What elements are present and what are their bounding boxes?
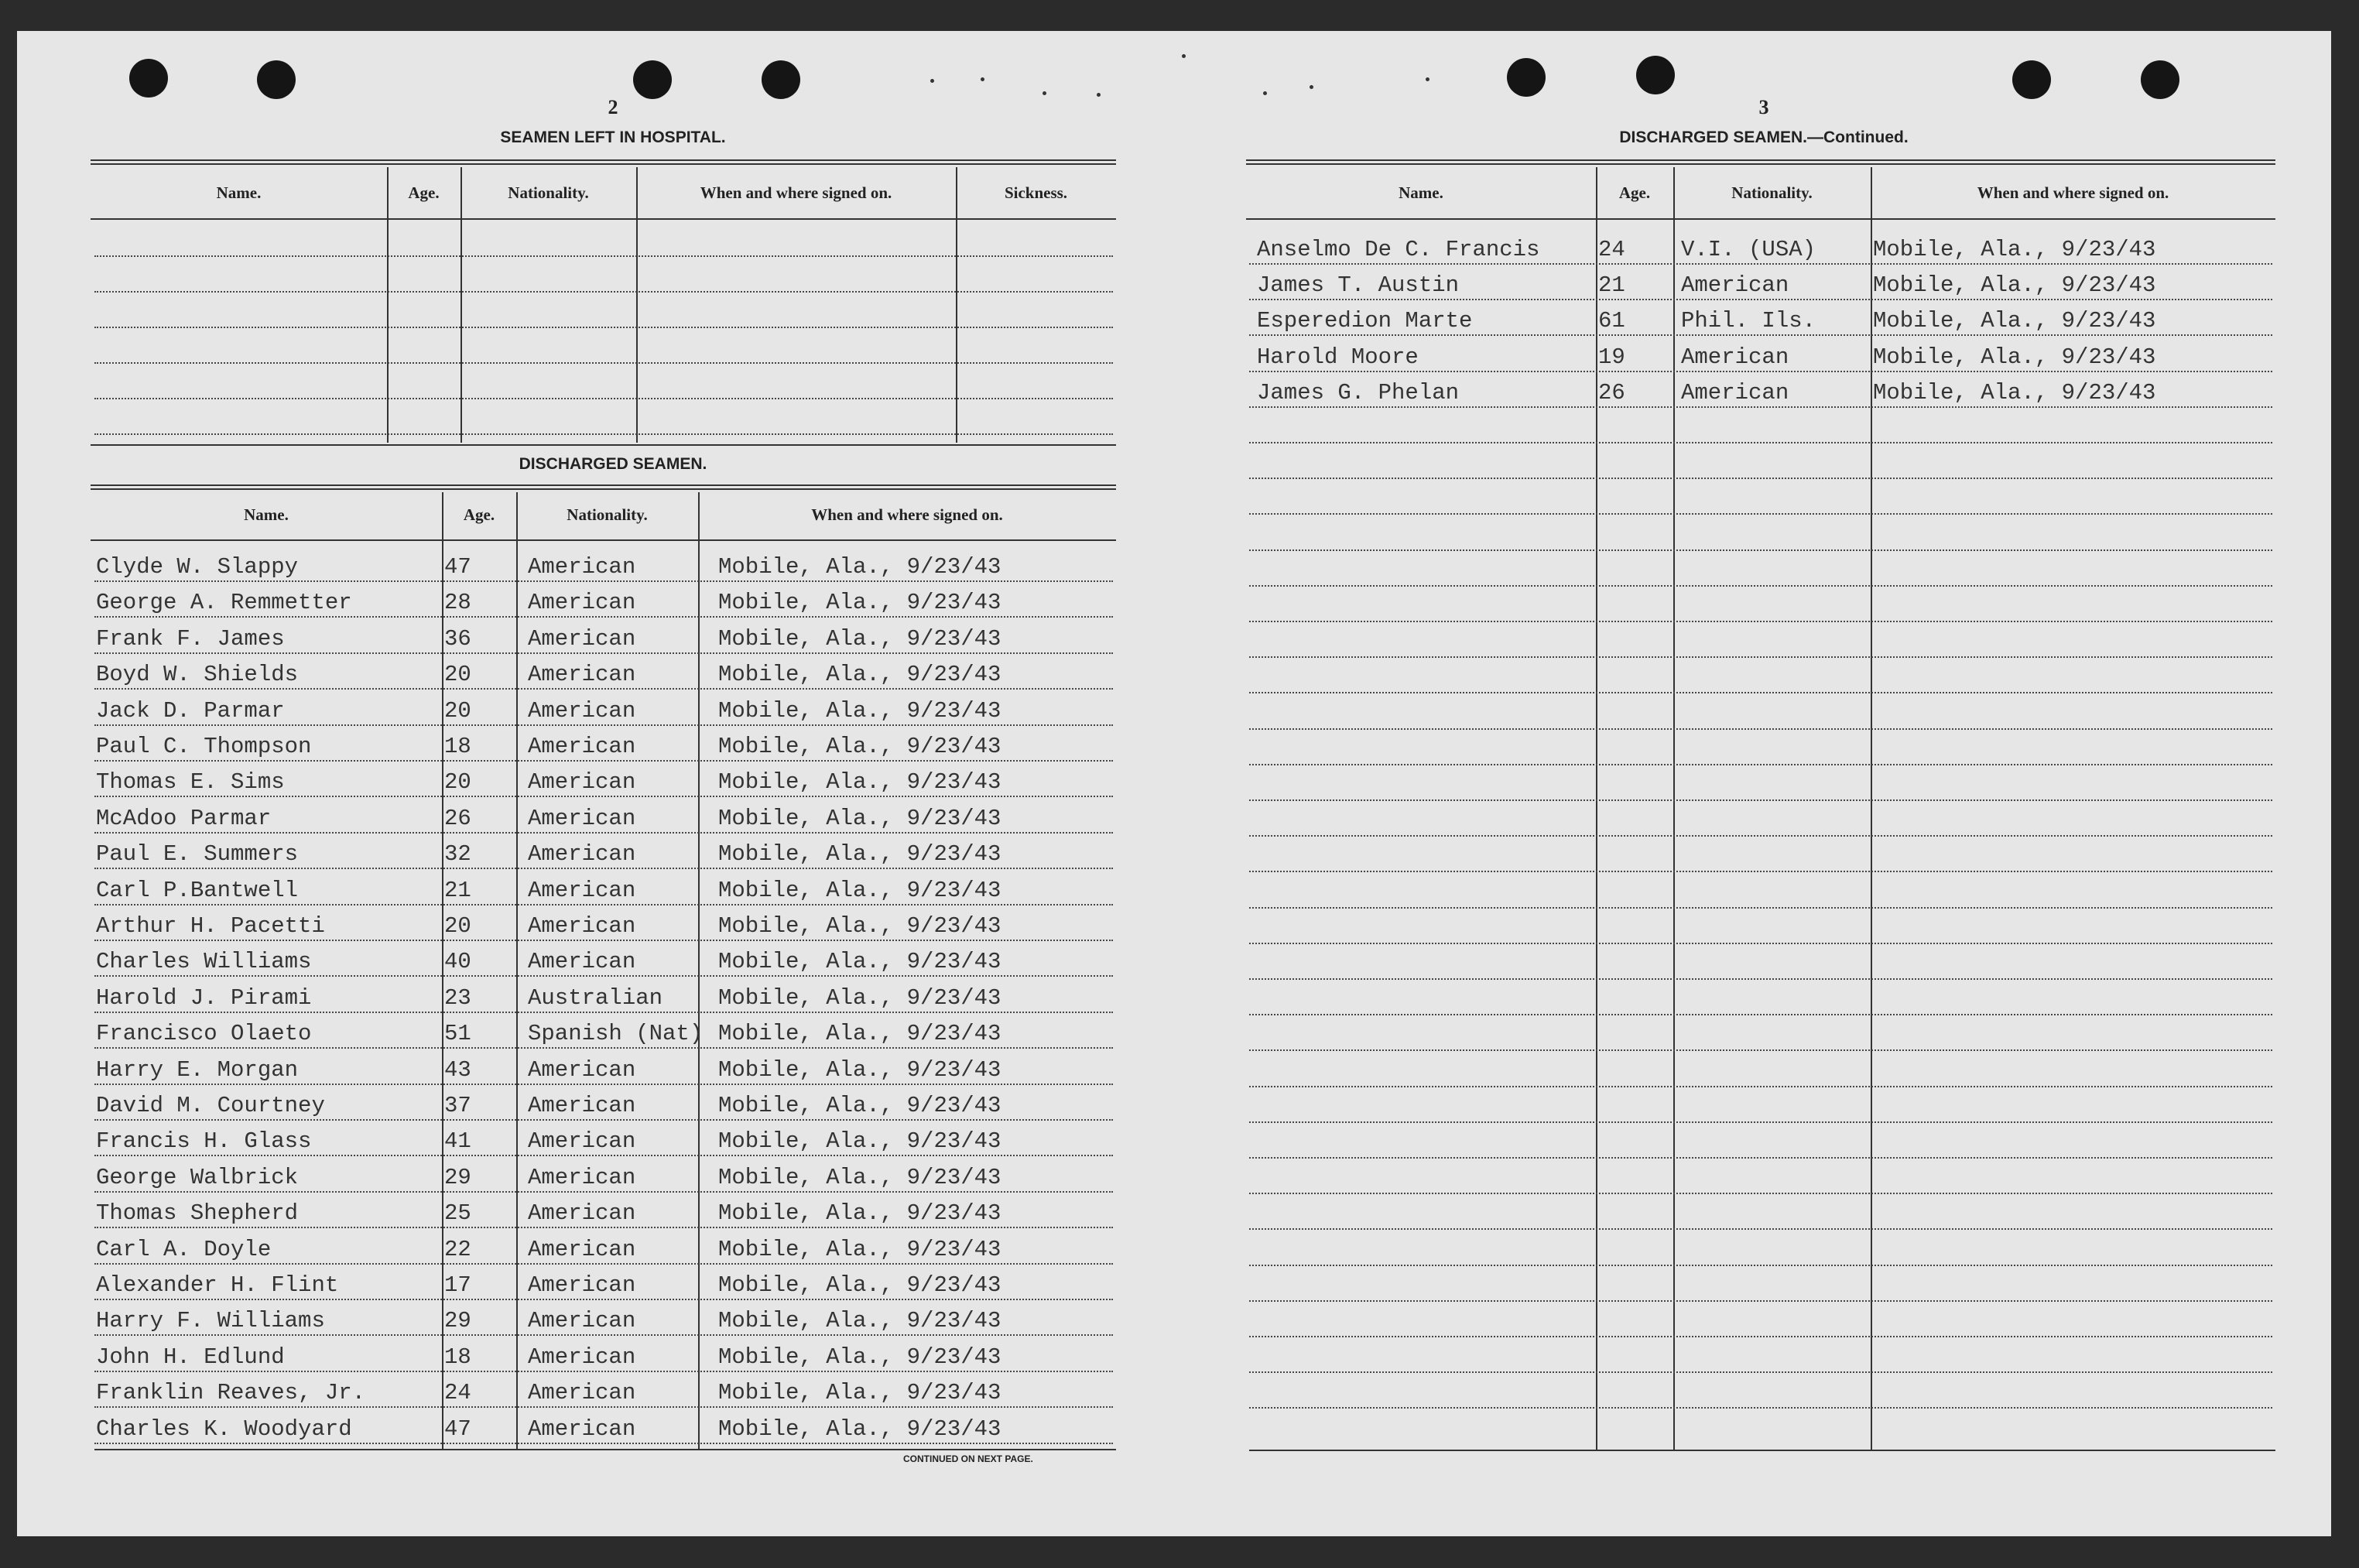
column-header-nationality: Nationality. — [508, 183, 589, 202]
seaman-age: 26 — [1598, 380, 1625, 406]
entry-line — [94, 832, 1113, 834]
entry-line — [1249, 621, 2272, 622]
seaman-age: 51 — [444, 1021, 471, 1046]
signed-on-place-date: Mobile, Ala., 9/23/43 — [718, 554, 1001, 580]
entry-line — [1249, 871, 2272, 872]
seaman-age: 26 — [444, 806, 471, 831]
seaman-nationality: American — [528, 769, 636, 795]
seaman-name: Paul C. Thompson — [96, 734, 312, 759]
column-header-whenandwheresignedon: When and where signed on. — [700, 183, 892, 202]
seaman-nationality: American — [528, 913, 636, 939]
seaman-age: 22 — [444, 1237, 471, 1262]
blank-entry-line — [94, 433, 1113, 435]
seaman-name: David M. Courtney — [96, 1093, 325, 1118]
entry-line — [94, 724, 1113, 726]
seaman-nationality: American — [528, 1380, 636, 1405]
seaman-nationality: Phil. Ils. — [1681, 308, 1816, 334]
entry-line — [94, 1227, 1113, 1228]
seaman-nationality: Spanish (Nat) — [528, 1021, 704, 1046]
seaman-age: 20 — [444, 698, 471, 724]
double-rule — [1246, 159, 2275, 165]
seaman-age: 37 — [444, 1093, 471, 1118]
seaman-age: 20 — [444, 769, 471, 795]
seaman-name: Frank F. James — [96, 626, 285, 652]
entry-line — [94, 1047, 1113, 1049]
signed-on-place-date: Mobile, Ala., 9/23/43 — [718, 1416, 1001, 1442]
entry-line — [94, 1084, 1113, 1085]
signed-on-place-date: Mobile, Ala., 9/23/43 — [718, 841, 1001, 867]
seaman-nationality: American — [528, 1093, 636, 1118]
entry-line — [94, 975, 1113, 977]
seaman-name: Boyd W. Shields — [96, 662, 299, 687]
speck — [981, 77, 984, 81]
blank-entry-line — [94, 327, 1113, 328]
signed-on-place-date: Mobile, Ala., 9/23/43 — [718, 662, 1001, 687]
entry-line — [94, 688, 1113, 690]
seaman-age: 21 — [444, 878, 471, 903]
speck — [1310, 85, 1313, 89]
punch-hole — [257, 60, 296, 99]
punch-hole — [633, 60, 672, 99]
seaman-age: 29 — [444, 1165, 471, 1190]
entry-line — [1249, 1157, 2272, 1159]
entry-line — [94, 1155, 1113, 1156]
signed-on-place-date: Mobile, Ala., 9/23/43 — [718, 590, 1001, 615]
entry-line — [94, 1371, 1113, 1372]
signed-on-place-date: Mobile, Ala., 9/23/43 — [718, 1380, 1001, 1405]
seaman-nationality: American — [528, 1200, 636, 1226]
signed-on-place-date: Mobile, Ala., 9/23/43 — [718, 769, 1001, 795]
seaman-age: 47 — [444, 1416, 471, 1442]
signed-on-place-date: Mobile, Ala., 9/23/43 — [1873, 308, 2156, 334]
entry-line — [1249, 1336, 2272, 1337]
signed-on-place-date: Mobile, Ala., 9/23/43 — [718, 1057, 1001, 1083]
seaman-age: 24 — [444, 1380, 471, 1405]
column-header-sickness: Sickness. — [1004, 183, 1068, 202]
signed-on-place-date: Mobile, Ala., 9/23/43 — [1873, 237, 2156, 262]
entry-line — [1249, 1049, 2272, 1051]
signed-on-place-date: Mobile, Ala., 9/23/43 — [718, 949, 1001, 974]
seaman-name: Francis H. Glass — [96, 1128, 312, 1154]
seaman-age: 18 — [444, 734, 471, 759]
signed-on-place-date: Mobile, Ala., 9/23/43 — [718, 1344, 1001, 1370]
seaman-nationality: American — [1681, 272, 1789, 298]
entry-line — [94, 1406, 1113, 1408]
seaman-age: 19 — [1598, 344, 1625, 370]
signed-on-place-date: Mobile, Ala., 9/23/43 — [718, 1093, 1001, 1118]
seaman-nationality: American — [1681, 380, 1789, 406]
entry-line — [94, 940, 1113, 941]
seaman-nationality: American — [528, 1344, 636, 1370]
seaman-nationality: American — [528, 590, 636, 615]
seaman-age: 25 — [444, 1200, 471, 1226]
speck — [1263, 91, 1267, 95]
column-header-name: Name. — [216, 183, 262, 202]
signed-on-place-date: Mobile, Ala., 9/23/43 — [718, 734, 1001, 759]
column-divider — [387, 167, 389, 443]
entry-line — [94, 1263, 1113, 1265]
continued-note: CONTINUED ON NEXT PAGE. — [903, 1453, 1033, 1464]
entry-line — [1249, 513, 2272, 515]
speck — [1043, 91, 1046, 95]
column-divider — [956, 167, 957, 443]
punch-hole — [129, 59, 168, 98]
signed-on-place-date: Mobile, Ala., 9/23/43 — [718, 806, 1001, 831]
seaman-name: Franklin Reaves, Jr. — [96, 1380, 366, 1405]
seaman-nationality: V.I. (USA) — [1681, 237, 1816, 262]
signed-on-place-date: Mobile, Ala., 9/23/43 — [718, 1165, 1001, 1190]
hospital-section-title: SEAMEN LEFT IN HOSPITAL. — [500, 128, 726, 146]
seaman-name: Harold J. Pirami — [96, 985, 312, 1011]
seaman-age: 20 — [444, 913, 471, 939]
signed-on-place-date: Mobile, Ala., 9/23/43 — [718, 1237, 1001, 1262]
seaman-age: 17 — [444, 1272, 471, 1298]
continued-section-title: DISCHARGED SEAMEN.—Continued. — [1619, 128, 1909, 146]
punch-hole — [1507, 58, 1546, 97]
seaman-name: George A. Remmetter — [96, 590, 352, 615]
seaman-age: 47 — [444, 554, 471, 580]
seaman-nationality: American — [528, 1237, 636, 1262]
signed-on-place-date: Mobile, Ala., 9/23/43 — [718, 698, 1001, 724]
column-divider — [698, 492, 700, 1449]
seaman-name: McAdoo Parmar — [96, 806, 272, 831]
seaman-nationality: American — [528, 1308, 636, 1333]
entry-line — [1249, 764, 2272, 765]
seaman-age: 36 — [444, 626, 471, 652]
column-divider — [461, 167, 462, 443]
seaman-nationality: American — [528, 1057, 636, 1083]
seaman-age: 24 — [1598, 237, 1625, 262]
entry-line — [1249, 1300, 2272, 1302]
entry-line — [94, 1299, 1113, 1300]
entry-line — [1249, 1193, 2272, 1194]
seaman-age: 41 — [444, 1128, 471, 1154]
entry-line — [1249, 1407, 2272, 1409]
seaman-age: 20 — [444, 662, 471, 687]
signed-on-place-date: Mobile, Ala., 9/23/43 — [718, 1021, 1001, 1046]
entry-line — [1249, 907, 2272, 909]
seaman-name: Thomas E. Sims — [96, 769, 285, 795]
seaman-nationality: American — [528, 1416, 636, 1442]
entry-line — [1249, 549, 2272, 551]
entry-line — [1249, 585, 2272, 587]
seaman-age: 32 — [444, 841, 471, 867]
entry-line — [1249, 835, 2272, 837]
signed-on-place-date: Mobile, Ala., 9/23/43 — [718, 1128, 1001, 1154]
entry-line — [1249, 299, 2272, 300]
speck — [1426, 77, 1429, 81]
entry-line — [1249, 406, 2272, 408]
seaman-name: Carl P.Bantwell — [96, 878, 299, 903]
entry-line — [94, 760, 1113, 762]
seaman-nationality: American — [528, 1165, 636, 1190]
entry-line — [1249, 478, 2272, 479]
seaman-name: Harold Moore — [1257, 344, 1419, 370]
seaman-nationality: American — [528, 949, 636, 974]
seaman-name: Paul E. Summers — [96, 841, 299, 867]
column-header-age: Age. — [463, 505, 495, 524]
column-divider — [516, 492, 518, 1449]
seaman-age: 28 — [444, 590, 471, 615]
entry-line — [1249, 943, 2272, 944]
entry-line — [94, 1443, 1113, 1444]
seaman-nationality: American — [528, 698, 636, 724]
seaman-nationality: American — [528, 626, 636, 652]
seaman-name: John H. Edlund — [96, 1344, 285, 1370]
entry-line — [1249, 1014, 2272, 1015]
crew-list-sheet — [17, 31, 2331, 1536]
column-divider — [1673, 167, 1675, 1450]
entry-line — [94, 796, 1113, 797]
entry-line — [1249, 263, 2272, 265]
signed-on-place-date: Mobile, Ala., 9/23/43 — [718, 1272, 1001, 1298]
signed-on-place-date: Mobile, Ala., 9/23/43 — [718, 626, 1001, 652]
seaman-age: 43 — [444, 1057, 471, 1083]
seaman-age: 18 — [444, 1344, 471, 1370]
entry-line — [1249, 978, 2272, 980]
entry-line — [94, 904, 1113, 906]
signed-on-place-date: Mobile, Ala., 9/23/43 — [718, 913, 1001, 939]
signed-on-place-date: Mobile, Ala., 9/23/43 — [718, 985, 1001, 1011]
seaman-name: Charles Williams — [96, 949, 312, 974]
blank-entry-line — [94, 291, 1113, 293]
signed-on-place-date: Mobile, Ala., 9/23/43 — [1873, 344, 2156, 370]
bottom-rule — [94, 1449, 1116, 1450]
entry-line — [1249, 656, 2272, 658]
seaman-nationality: Australian — [528, 985, 663, 1011]
seaman-name: Arthur H. Pacetti — [96, 913, 325, 939]
seaman-age: 23 — [444, 985, 471, 1011]
double-rule — [91, 159, 1116, 165]
entry-line — [1249, 692, 2272, 693]
entry-line — [1249, 442, 2272, 443]
column-header-whenandwheresignedon: When and where signed on. — [1977, 183, 2169, 202]
column-divider — [1596, 167, 1597, 1450]
column-divider — [636, 167, 638, 443]
entry-line — [1249, 1086, 2272, 1087]
seaman-age: 61 — [1598, 308, 1625, 334]
seaman-name: Carl A. Doyle — [96, 1237, 272, 1262]
signed-on-place-date: Mobile, Ala., 9/23/43 — [1873, 272, 2156, 298]
column-header-name: Name. — [244, 505, 289, 524]
seaman-nationality: American — [528, 841, 636, 867]
column-header-nationality: Nationality. — [1731, 183, 1813, 202]
entry-line — [1249, 1265, 2272, 1266]
seaman-nationality: American — [528, 878, 636, 903]
header-rule — [1246, 218, 2275, 220]
speck — [1182, 54, 1186, 58]
blank-entry-line — [94, 255, 1113, 257]
page-number: 3 — [1758, 96, 1769, 118]
seaman-nationality: American — [528, 662, 636, 687]
blank-entry-line — [94, 362, 1113, 364]
signed-on-place-date: Mobile, Ala., 9/23/43 — [718, 1200, 1001, 1226]
seaman-name: Clyde W. Slappy — [96, 554, 299, 580]
column-divider — [1871, 167, 1872, 1450]
entry-line — [1249, 371, 2272, 372]
entry-line — [1249, 1371, 2272, 1373]
punch-hole — [2141, 60, 2179, 99]
entry-line — [94, 652, 1113, 654]
entry-line — [94, 580, 1113, 582]
entry-line — [1249, 1228, 2272, 1230]
seaman-nationality: American — [1681, 344, 1789, 370]
seaman-name: James T. Austin — [1257, 272, 1460, 298]
entry-line — [1249, 799, 2272, 801]
column-header-nationality: Nationality. — [567, 505, 648, 524]
seaman-name: Alexander H. Flint — [96, 1272, 339, 1298]
entry-line — [94, 1012, 1113, 1013]
entry-line — [94, 1334, 1113, 1336]
section-rule — [91, 444, 1116, 446]
signed-on-place-date: Mobile, Ala., 9/23/43 — [718, 1308, 1001, 1333]
seaman-name: Jack D. Parmar — [96, 698, 285, 724]
header-rule — [91, 539, 1116, 541]
seaman-name: Anselmo De C. Francis — [1257, 237, 1540, 262]
blank-entry-line — [94, 398, 1113, 399]
seaman-name: Esperedion Marte — [1257, 308, 1473, 334]
seaman-nationality: American — [528, 554, 636, 580]
seaman-name: Harry F. Williams — [96, 1308, 325, 1333]
seaman-nationality: American — [528, 1272, 636, 1298]
entry-line — [1249, 334, 2272, 336]
signed-on-place-date: Mobile, Ala., 9/23/43 — [1873, 380, 2156, 406]
column-header-age: Age. — [408, 183, 440, 202]
punch-hole — [1636, 56, 1675, 94]
speck — [930, 79, 934, 83]
column-header-whenandwheresignedon: When and where signed on. — [811, 505, 1003, 524]
seaman-name: Francisco Olaeto — [96, 1021, 312, 1046]
seaman-nationality: American — [528, 734, 636, 759]
speck — [1097, 93, 1101, 97]
bottom-rule — [1249, 1450, 2275, 1451]
column-header-name: Name. — [1399, 183, 1443, 202]
entry-line — [94, 1119, 1113, 1121]
signed-on-place-date: Mobile, Ala., 9/23/43 — [718, 878, 1001, 903]
seaman-age: 29 — [444, 1308, 471, 1333]
seaman-name: Thomas Shepherd — [96, 1200, 299, 1226]
seaman-name: Charles K. Woodyard — [96, 1416, 352, 1442]
punch-hole — [762, 60, 800, 99]
seaman-age: 21 — [1598, 272, 1625, 298]
header-rule — [91, 218, 1116, 220]
entry-line — [1249, 728, 2272, 730]
seaman-name: George Walbrick — [96, 1165, 299, 1190]
entry-line — [94, 868, 1113, 869]
seaman-nationality: American — [528, 1128, 636, 1154]
column-header-age: Age. — [1618, 183, 1651, 202]
double-rule — [91, 484, 1116, 490]
page-number: 2 — [608, 96, 618, 118]
seaman-age: 40 — [444, 949, 471, 974]
seaman-name: Harry E. Morgan — [96, 1057, 299, 1083]
entry-line — [1249, 1121, 2272, 1123]
entry-line — [94, 1191, 1113, 1193]
seaman-name: James G. Phelan — [1257, 380, 1460, 406]
discharged-section-title: DISCHARGED SEAMEN. — [519, 455, 707, 473]
punch-hole — [2012, 60, 2051, 99]
entry-line — [94, 616, 1113, 618]
column-divider — [442, 492, 443, 1449]
seaman-nationality: American — [528, 806, 636, 831]
